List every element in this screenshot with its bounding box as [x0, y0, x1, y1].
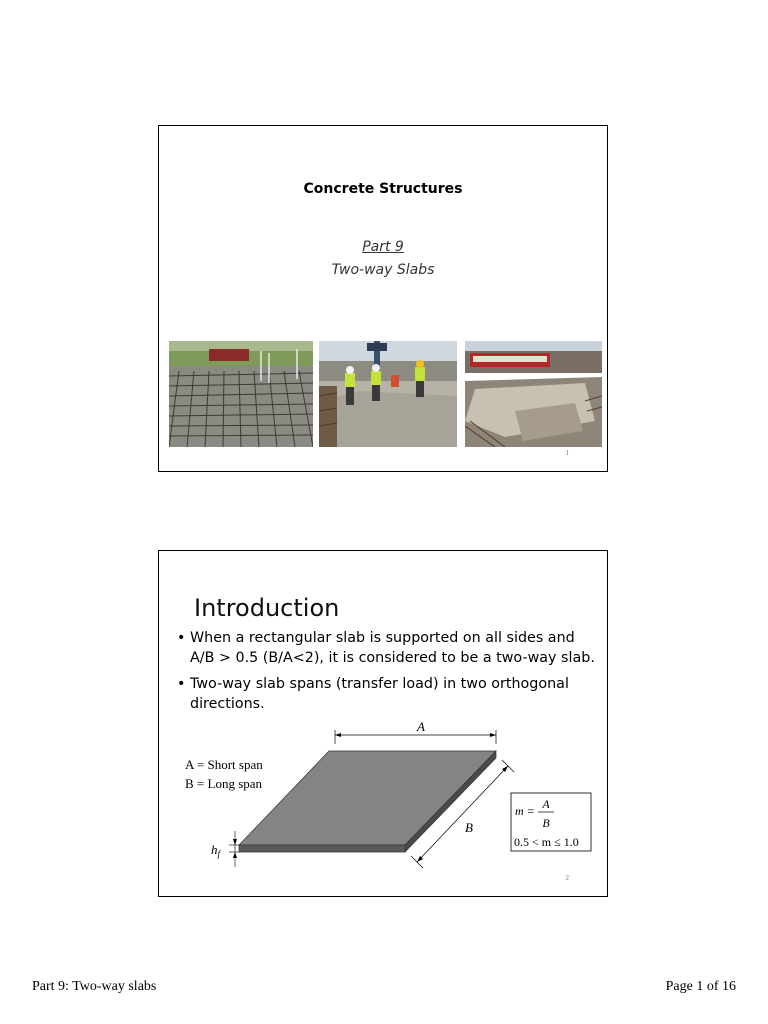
slab-front-face	[239, 845, 405, 852]
slide-2	[158, 550, 608, 897]
slide-subtitle: Two-way Slabs	[331, 262, 435, 278]
formula-range: 0.5 < m ≤ 1.0	[514, 835, 579, 849]
footer-title: Part 9: Two-way slabs	[32, 979, 157, 994]
slide-part-label: Part 9	[362, 239, 404, 255]
slide-number: 1	[565, 449, 569, 457]
footer-page-number: Page 1 of 16	[665, 979, 736, 994]
slide-title: Concrete Structures	[303, 181, 463, 197]
slide-number: 2	[565, 874, 569, 882]
legend-short-span: A = Short span	[185, 757, 263, 772]
slab-diagram	[159, 711, 609, 881]
concrete-pouring-photo	[319, 341, 457, 447]
bullet-item: • When a rectangular slab is supported on all sides and A/B > 0.5 (B/A<2), it is considered to be a two-way slab.	[177, 628, 597, 668]
formula-denominator: B	[542, 816, 550, 830]
slab-site-photo	[465, 341, 602, 447]
formula-m: m =	[515, 804, 535, 818]
slide-1	[158, 125, 608, 472]
slide-heading: Introduction	[194, 594, 340, 622]
bullet-list	[177, 628, 597, 720]
dimension-b-label: B	[465, 820, 473, 835]
legend-long-span: B = Long span	[185, 776, 263, 791]
formula-numerator: A	[542, 797, 550, 811]
hf-label: $h_f$	[211, 842, 221, 859]
rebar-mesh-photo	[169, 341, 313, 447]
bullet-item: • Two-way slab spans (transfer load) in two orthogonal directions.	[177, 674, 597, 714]
dimension-a-label: A	[417, 719, 425, 734]
